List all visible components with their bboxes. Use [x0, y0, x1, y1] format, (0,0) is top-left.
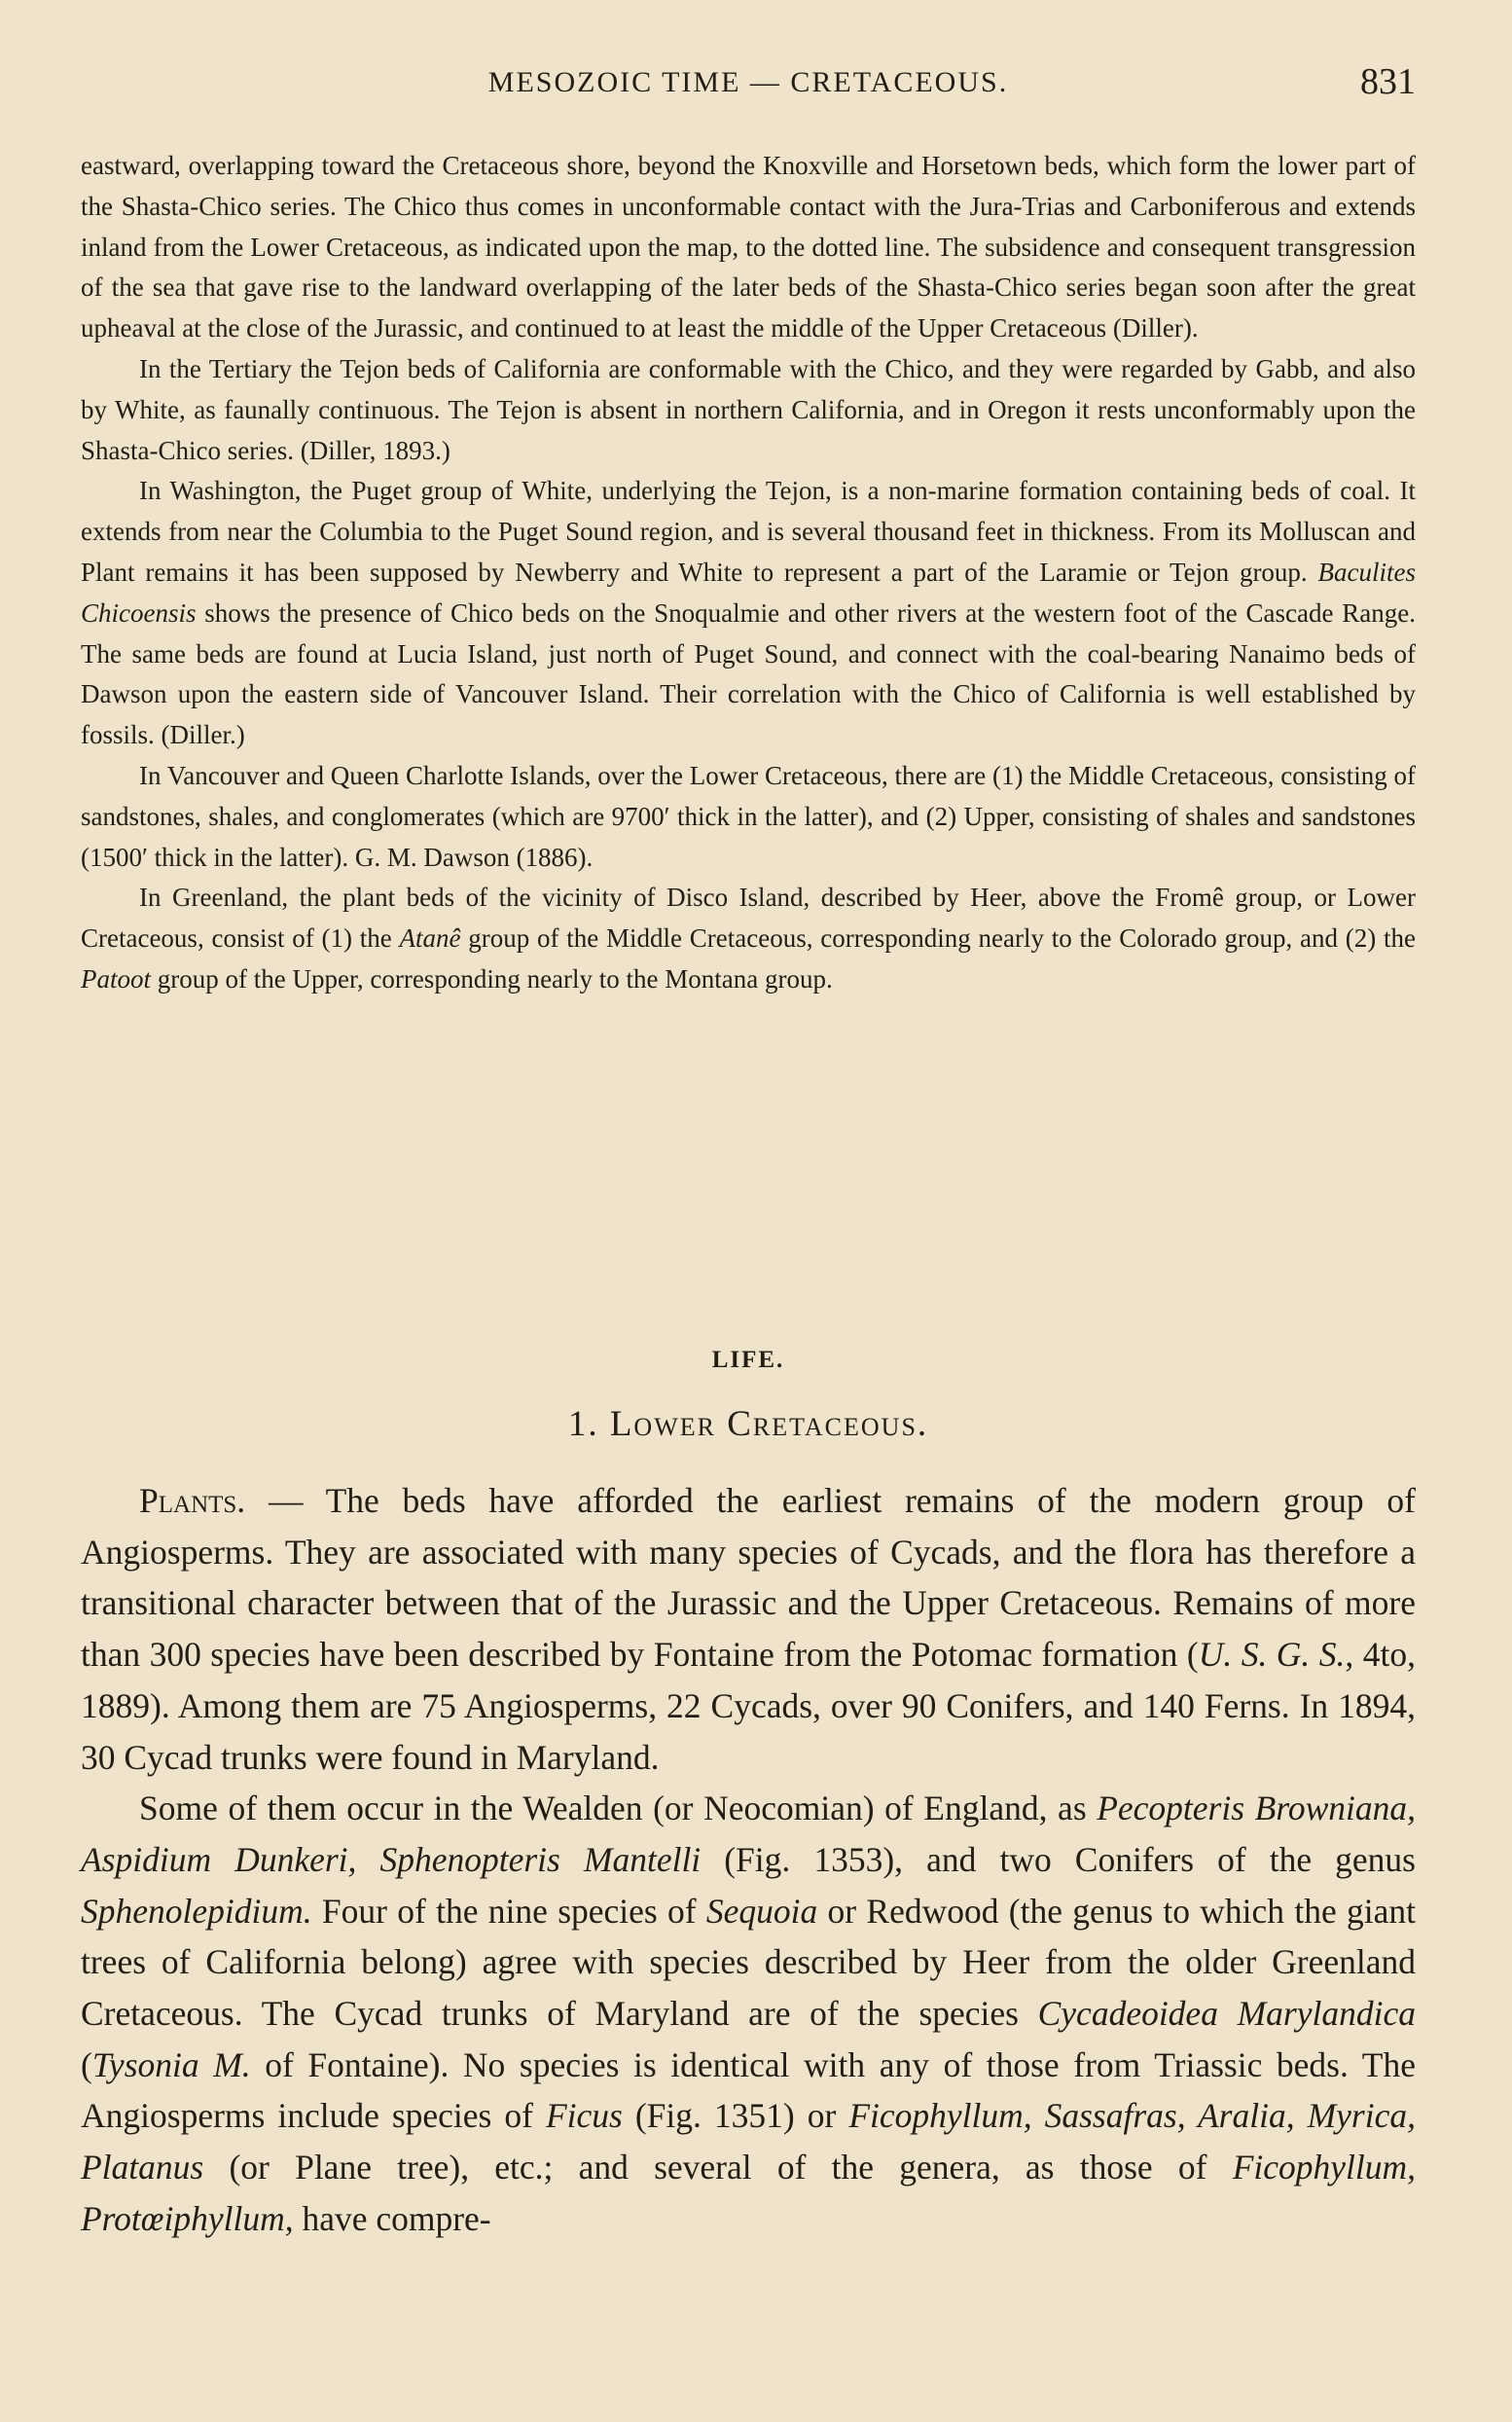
text-run: group of the Upper, corresponding nearly to the Montana group.	[151, 963, 833, 994]
run-in-heading: Plants.	[139, 1481, 246, 1520]
text-run: of Fontaine). No species is identical with any of those from Triassic beds. The Angiosperms include species of	[81, 2044, 1416, 2136]
genus-name: Sequoia	[705, 1891, 818, 1931]
running-head	[81, 56, 1416, 115]
species-name: Baculites Chicoensis	[81, 557, 1416, 628]
paragraph-greenland	[81, 878, 1416, 999]
running-head-title: MESOZOIC TIME — CRETACEOUS.	[487, 66, 1009, 98]
paragraph-plants	[81, 1475, 1416, 1783]
genus-names: Ficophyllum, Protœiphyllum,	[81, 2148, 1416, 2238]
text-run: , 4to, 1889). Among them are 75 Angiosperms, 22 Cycads, over 90 Conifers, and 140 Ferns. In 1894, 30 Cycad trunks were found in Maryland.	[81, 1635, 1416, 1777]
text-run: In Vancouver and Queen Charlotte Islands, over the Lower Cretaceous, there are (1) the Middle Cretaceous, consisting of sandstones, shales, and conglomerates (which are 9700′ thick in the latter), and (2) Upper, consisting of shales and sandstones (1500′ thick in the latter). G. M. Dawson (1886).	[81, 760, 1416, 872]
paragraph-wealden	[81, 1783, 1416, 2244]
text-run: (Fig. 1353), and two Conifers of the genus	[701, 1839, 1416, 1879]
genus-names: Ficophyllum, Sassafras, Aralia, Myrica, Platanus	[81, 2096, 1416, 2187]
paragraph-vancouver	[81, 756, 1416, 878]
species-name: Tysonia M.	[91, 2044, 251, 2084]
section-heading: LIFE.	[711, 1347, 785, 1373]
main-text-block	[81, 1475, 1416, 2245]
text-run: (	[81, 2044, 92, 2084]
paragraph-tejon	[81, 349, 1416, 471]
text-run: group of the Middle Cretaceous, corresponding nearly to the Colorado group, and (2) the	[460, 923, 1416, 954]
text-run: — The beds have afforded the earliest remains of the modern group of Angiosperms. They are associated with many species of Cycads, and the flora has therefore a transitional character between that of the Jurassic and the Upper Cretaceous. Remains of more than 300 species have been described by Fontaine from the Potomac formation (	[81, 1481, 1416, 1675]
group-name: Atanê	[399, 923, 461, 954]
text-run: Four of the nine species of	[311, 1891, 706, 1931]
text-run: In the Tertiary the Tejon beds of California are conformable with the Chico, and they were regarded by Gabb, and also by White, as faunally continuous. The Tejon is absent in northern California, and in Oregon it rests unconformably upon the Shasta-Chico series. (Diller, 1893.)	[81, 353, 1416, 465]
citation-italic: U. S. G. S.	[1198, 1635, 1346, 1675]
text-run: shows the presence of Chico beds on the Snoqualmie and other rivers at the western foot of the Cascade Range. The same beds are found at Lucia Island, just north of Puget Sound, and connect with the coal-bearing Nanaimo beds of Dawson upon the eastern side of Vancouver Island. Their correlation with the Chico of California is well established by fossils. (Diller.)	[81, 597, 1416, 750]
species-names: Pecopteris Browniana, Aspidium Dunkeri, Sphenopteris Mantelli	[81, 1789, 1416, 1879]
paragraph-washington	[81, 471, 1416, 756]
page-number: 831	[1360, 61, 1416, 102]
text-run: eastward, overlapping toward the Cretaceous shore, beyond the Knoxville and Horsetown beds, which form the lower part of the Shasta-Chico series. The Chico thus comes in unconformable contact with the Jura-Trias and Carboniferous and extends inland from the Lower Cretaceous, as indicated upon the map, to the dotted line. The subsidence and consequent transgression of the sea that gave rise to the landward overlapping of the later beds of the Shasta-Chico series began soon after the great upheaval at the close of the Jurassic, and continued to at least the middle of the Upper Cretaceous (Diller).	[81, 151, 1416, 343]
genus-name: Ficus	[545, 2096, 623, 2136]
text-run: (or Plane tree), etc.; and several of the genera, as those of	[203, 2148, 1233, 2187]
subsection-heading: 1. Lower Cretaceous.	[567, 1404, 929, 1444]
continued-text-block	[81, 146, 1416, 1000]
text-run: In Greenland, the plant beds of the vicinity of Disco Island, described by Heer, above the Fromê group, or Lower Cretaceous, consist of (1) the	[81, 883, 1416, 954]
text-run: In Washington, the Puget group of White, underlying the Tejon, is a non-marine formation containing beds of coal. It extends from near the Columbia to the Puget Sound region, and is several thousand feet in thickness. From its Molluscan and Plant remains it has been supposed by Newberry and White to represent a part of the Laramie or Tejon group.	[81, 476, 1416, 587]
group-name: Patoot	[81, 963, 151, 994]
paragraph-shasta-chico	[81, 146, 1416, 349]
text-run: or Redwood (the genus to which the giant trees of California belong) agree with species described by Heer from the older Greenland Cretaceous. The Cycad trunks of Maryland are of the species	[81, 1891, 1416, 2034]
text-run: have compre-	[293, 2198, 491, 2238]
species-name: Cycadeoidea Marylandica	[1037, 1994, 1416, 2034]
text-run: (Fig. 1351) or	[622, 2096, 849, 2136]
genus-name: Sphenolepidium.	[81, 1891, 312, 1931]
text-run: Some of them occur in the Wealden (or Neocomian) of England, as	[139, 1789, 1098, 1828]
